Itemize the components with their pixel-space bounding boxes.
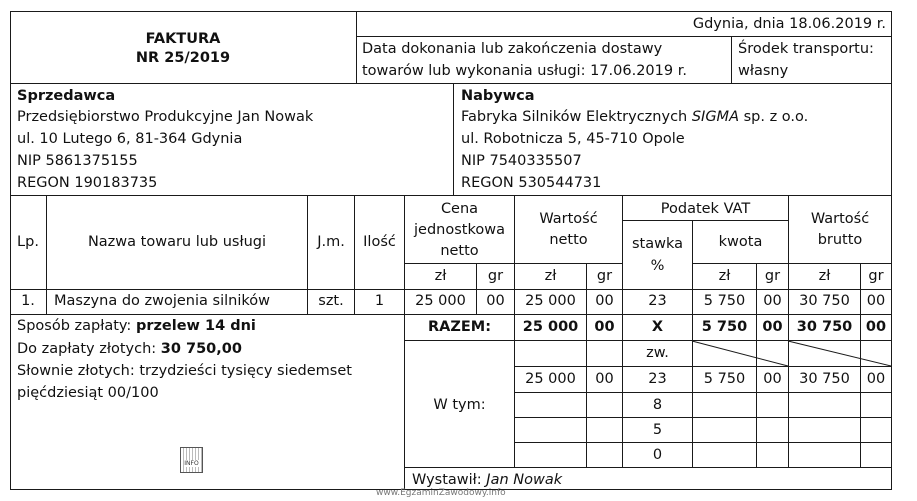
buyer-name-prefix: Fabryka Silników Elektrycznych	[461, 109, 692, 125]
header-lp: Lp.	[17, 234, 39, 250]
place-date: Gdynia, dnia 18.06.2019 r.	[692, 16, 886, 32]
seller-heading: Sprzedawca	[17, 88, 116, 104]
buyer-name-italic: SIGMA	[691, 109, 739, 125]
totals-gross-gr: 00	[865, 319, 887, 335]
breakdown-rate-23: 23	[648, 371, 667, 387]
issued-by	[412, 472, 562, 489]
totals-label: RAZEM:	[427, 319, 492, 335]
gross-gr-header: gr	[868, 268, 884, 284]
item-net-zl: 25 000	[525, 293, 576, 309]
watermark: www.EgzaminZawodowy.info	[376, 488, 506, 498]
seller-address: ul. 10 Lutego 6, 81-364 Gdynia	[17, 131, 243, 147]
payment-due-label: Do zapłaty złotych:	[17, 341, 161, 357]
breakdown-rate-zw: zw.	[646, 345, 669, 361]
buyer-nip: NIP 7540335507	[461, 153, 582, 169]
totals-rate: X	[651, 319, 664, 335]
payment-method	[17, 318, 256, 335]
buyer-heading: Nabywca	[461, 88, 535, 104]
buyer-regon: REGON 530544731	[461, 175, 602, 191]
seller-nip: NIP 5861375155	[17, 153, 138, 169]
header-vat: Podatek VAT	[660, 201, 751, 217]
item-qty: 1	[374, 293, 385, 309]
header-net-1: Wartość	[539, 211, 598, 227]
header-gross-1: Wartość	[810, 211, 870, 227]
breakdown-23-vat-gr: 00	[763, 371, 782, 387]
net-gr-header: gr	[596, 268, 613, 284]
delivery-label-2: towarów lub wykonania usługi: 17.06.2019 r.	[362, 63, 687, 79]
breakdown-rate-8: 8	[652, 397, 663, 413]
item-gross-zl: 30 750	[799, 293, 850, 309]
item-net-gr: 00	[595, 293, 614, 309]
delivery-label-1: Data dokonania lub zakończenia dostawy	[362, 41, 663, 57]
payment-due-value: 30 750,00	[160, 341, 242, 357]
buyer-address: ul. Robotnicza 5, 45-710 Opole	[461, 131, 685, 147]
seller-name: Przedsiębiorstwo Produkcyjne Jan Nowak	[17, 109, 314, 125]
header-unit: J.m.	[317, 234, 345, 250]
gross-zl-header: zł	[818, 268, 831, 284]
header-price-1: Cena	[440, 201, 479, 217]
header-price-3: netto	[440, 243, 479, 259]
info-badge-icon	[180, 447, 203, 473]
totals-gross-zl: 30 750	[796, 319, 853, 335]
totals-vat-gr: 00	[762, 319, 783, 335]
breakdown-23-gross-gr: 00	[866, 371, 886, 387]
breakdown-label: W tym:	[433, 397, 486, 413]
payment-due	[17, 341, 242, 358]
header-qty: Ilość	[363, 234, 396, 250]
breakdown-23-vat-zl: 5 750	[703, 371, 746, 387]
totals-net-gr: 00	[594, 319, 615, 335]
invoice-number: NR 25/2019	[135, 50, 231, 66]
transport-label: Środek transportu:	[738, 41, 874, 57]
header-name: Nazwa towaru lub usługi	[87, 234, 267, 250]
transport-value: własny	[738, 63, 789, 79]
price-gr-header: gr	[487, 268, 504, 284]
item-vat-zl: 5 750	[703, 293, 746, 309]
net-zl-header: zł	[544, 268, 557, 284]
payment-method-label: Sposób zapłaty:	[17, 318, 136, 334]
issued-name: Jan Nowak	[486, 472, 563, 488]
seller-regon: REGON 190183735	[17, 175, 158, 191]
zw-gross-slash	[788, 341, 891, 366]
header-rate-2: %	[650, 258, 665, 274]
header-amount: kwota	[718, 234, 763, 250]
breakdown-23-net-gr: 00	[595, 371, 614, 387]
breakdown-rate-5: 5	[652, 422, 663, 438]
price-zl-header: zł	[434, 268, 447, 284]
breakdown-23-gross-zl: 30 750	[799, 371, 850, 387]
totals-net-zl: 25 000	[522, 319, 579, 335]
payment-words-2: pięćdziesiąt 00/100	[17, 385, 159, 401]
buyer-name	[461, 109, 808, 126]
invoice-title: FAKTURA	[145, 31, 221, 47]
item-lp: 1.	[21, 293, 35, 309]
item-price-gr: 00	[486, 293, 505, 309]
vat-zl-header: zł	[718, 268, 731, 284]
issued-label: Wystawił:	[412, 472, 487, 488]
payment-words-1: Słownie złotych: trzydzieści tysięcy siedemset	[17, 363, 352, 379]
header-rate-1: stawka	[631, 236, 683, 252]
buyer-name-suffix: sp. z o.o.	[739, 109, 809, 125]
item-price-zl: 25 000	[415, 293, 466, 309]
payment-method-value: przelew 14 dni	[135, 318, 256, 334]
header-gross-2: brutto	[817, 232, 863, 248]
header-net-2: netto	[549, 232, 588, 248]
breakdown-23-net-zl: 25 000	[525, 371, 576, 387]
breakdown-rate-0: 0	[652, 447, 663, 463]
totals-vat-zl: 5 750	[701, 319, 748, 335]
item-gross-gr: 00	[866, 293, 886, 309]
item-rate: 23	[648, 293, 667, 309]
item-vat-gr: 00	[763, 293, 782, 309]
header-price-2: jednostkowa	[414, 222, 505, 238]
item-unit: szt.	[318, 293, 344, 309]
zw-vat-slash	[692, 341, 788, 366]
info-badge-text: INFO	[184, 460, 199, 467]
vat-gr-header: gr	[764, 268, 781, 284]
item-name: Maszyna do zwojenia silników	[54, 293, 270, 309]
